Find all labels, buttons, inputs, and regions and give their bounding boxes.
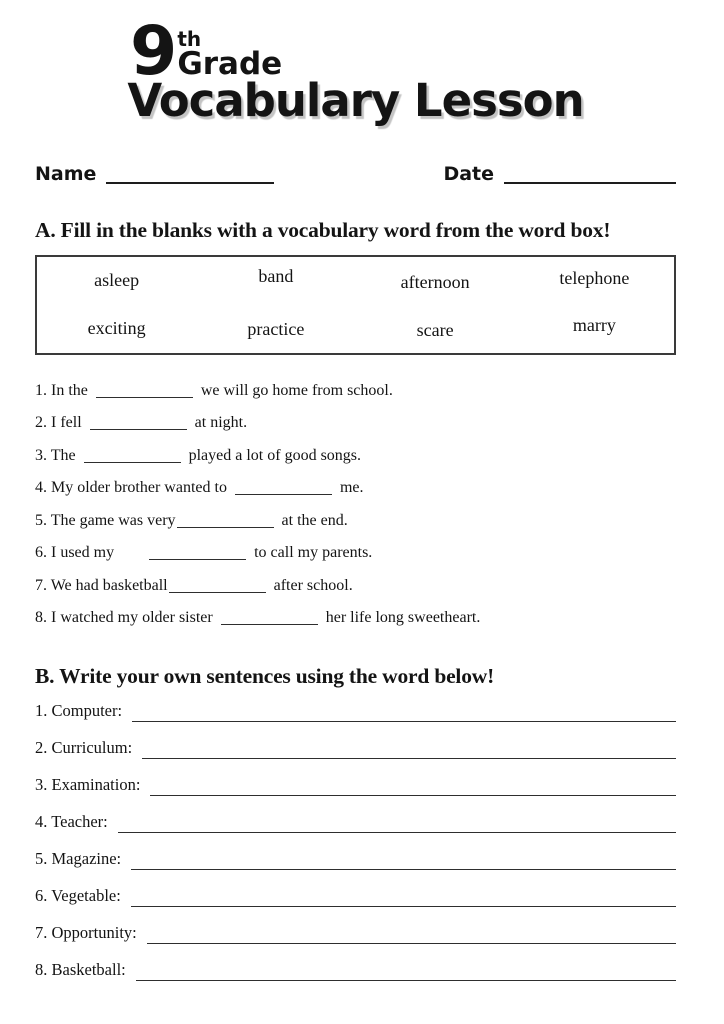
word-box-item: practice [247, 319, 305, 340]
section-b-heading: B. Write your own sentences using the word below! [35, 663, 495, 688]
sentence-text-post: me. [339, 479, 364, 497]
answer-blank [90, 429, 187, 430]
name-write-line [106, 182, 274, 184]
own-sentence-row [35, 738, 676, 775]
date-label: Date [443, 162, 494, 185]
sentence-text-post: to call my parents. [254, 544, 373, 562]
word-prompt-label: 4. Teacher: [35, 811, 108, 831]
sentence-text-pre: 2. I fell [35, 414, 82, 432]
own-sentence-row [35, 775, 676, 812]
sentence-text-pre: 7. We had basketball [35, 576, 168, 594]
fill-blank-sentence [35, 602, 676, 635]
name-label: Name [35, 162, 97, 185]
sentence-text-post: we will go home from school. [200, 381, 393, 399]
word-prompt-label: 7. Opportunity: [35, 922, 137, 942]
fill-blank-sentence [35, 570, 676, 603]
word-box-item: asleep [94, 270, 140, 291]
write-line [131, 869, 676, 870]
grade-header [130, 12, 676, 91]
own-sentence-row [35, 849, 676, 886]
sentence-text-pre: 3. The [35, 446, 76, 464]
fill-blank-sentence [35, 472, 676, 505]
answer-blank [169, 592, 266, 593]
grade-number: 9 [130, 12, 176, 91]
page-title: Vocabulary Lesson [127, 73, 584, 127]
sentence-text-pre: 5. The game was very [35, 511, 176, 529]
fill-blank-sentences [35, 375, 676, 635]
name-field [35, 163, 274, 185]
sentence-text-pre: 1. In the [35, 381, 88, 399]
grade-ordinal-suffix: th [177, 27, 202, 52]
word-prompt-label: 8. Basketball: [35, 959, 126, 979]
word-box [35, 255, 676, 355]
fill-blank-sentence [35, 440, 676, 473]
word-box-item: band [258, 266, 294, 287]
sentence-text-post: her life long sweetheart. [325, 609, 481, 627]
write-line [131, 906, 676, 907]
own-sentence-rows [35, 701, 676, 997]
word-box-item: marry [572, 315, 616, 336]
word-box-item: scare [416, 320, 454, 341]
sentence-text-post: at night. [194, 414, 248, 432]
word-prompt-label: 1. Computer: [35, 700, 123, 720]
sentence-text-pre: 8. I watched my older sister [35, 609, 213, 627]
date-write-line [504, 182, 676, 184]
own-sentence-row [35, 886, 676, 923]
section-a-heading: A. Fill in the blanks with a vocabulary word from the word box! [35, 217, 611, 242]
name-date-row [35, 163, 676, 185]
write-line [150, 795, 676, 796]
sentence-text-pre: 4. My older brother wanted to [35, 479, 227, 497]
word-prompt-label: 2. Curriculum: [35, 737, 133, 757]
sentence-text-post: after school. [273, 576, 353, 594]
fill-blank-sentence [35, 505, 676, 538]
write-line [118, 832, 676, 833]
write-line [142, 758, 676, 759]
own-sentence-row [35, 960, 676, 997]
word-box-item: telephone [559, 268, 630, 289]
sentence-text-pre: 6. I used my [35, 544, 115, 562]
answer-blank [149, 559, 246, 560]
own-sentence-row [35, 923, 676, 960]
grade-label-group [177, 27, 283, 83]
write-line [132, 721, 676, 722]
fill-blank-sentence [35, 537, 676, 570]
fill-blank-sentence [35, 407, 676, 440]
date-field [443, 163, 676, 185]
answer-blank [84, 462, 181, 463]
write-line [136, 980, 676, 981]
word-prompt-label: 6. Vegetable: [35, 885, 121, 905]
word-prompt-label: 5. Magazine: [35, 848, 122, 868]
sentence-text-post: played a lot of good songs. [188, 446, 362, 464]
own-sentence-row [35, 812, 676, 849]
write-line [147, 943, 676, 944]
word-prompt-label: 3. Examination: [35, 774, 141, 794]
own-sentence-row [35, 701, 676, 738]
answer-blank [221, 624, 318, 625]
answer-blank [96, 397, 193, 398]
answer-blank [235, 494, 332, 495]
sentence-text-post: at the end. [281, 511, 348, 529]
word-box-item: afternoon [400, 272, 470, 293]
answer-blank [177, 527, 274, 528]
word-box-item: exciting [87, 318, 146, 339]
fill-blank-sentence [35, 375, 676, 408]
grade-word: Grade [177, 46, 283, 83]
